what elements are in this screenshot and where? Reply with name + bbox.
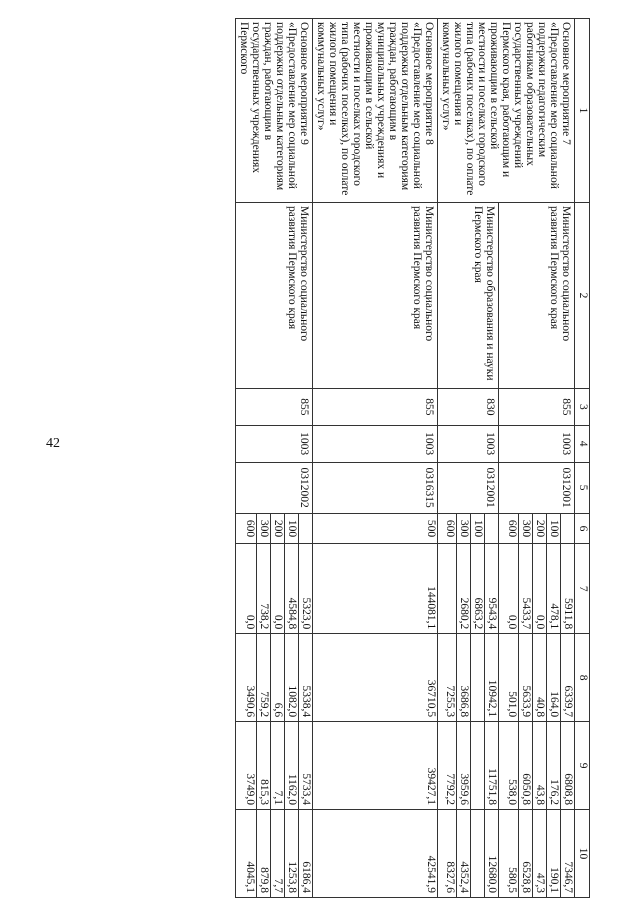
vr-code-cell — [313, 513, 438, 544]
value-col-9-cell — [313, 722, 438, 810]
value-col-7: 478,1 — [547, 544, 561, 633]
value-col-10: 879,8 — [257, 810, 271, 897]
value-col-10: 4045,1 — [243, 810, 257, 897]
value-col-10: 6528,8 — [519, 810, 533, 897]
value-col-8: 164,0 — [547, 634, 561, 721]
vr-code-cell — [498, 513, 574, 544]
header-cell: 1 — [575, 19, 590, 203]
value-col-10-cell — [498, 810, 574, 898]
value-col-9: 7,1 — [271, 722, 285, 809]
value-col-7: 9543,4 — [485, 597, 498, 630]
rz-code: 1003 — [236, 425, 313, 462]
value-col-9: 6050,8 — [519, 722, 533, 809]
value-col-7: 738,2 — [257, 544, 271, 633]
value-col-7-cell — [498, 544, 574, 634]
value-col-9: 3749,0 — [243, 722, 257, 809]
value-col-9: 538,0 — [505, 722, 519, 809]
header-cell: 7 — [575, 544, 590, 634]
header-cell: 10 — [575, 810, 590, 898]
table-row — [313, 19, 438, 898]
value-col-10: 190,1 — [547, 810, 561, 897]
value-col-10: 8327,6 — [443, 810, 457, 897]
vr-code: 300 — [257, 514, 271, 544]
value-col-9: 43,8 — [533, 722, 547, 809]
value-col-7 — [443, 544, 457, 633]
csr-code: 0312001 — [438, 462, 499, 513]
header-cell: 2 — [575, 202, 590, 388]
vr-code: 100 — [547, 514, 561, 544]
header-cell: 3 — [575, 388, 590, 425]
value-col-10: 6186,4 — [300, 861, 312, 893]
value-col-10-cell — [236, 810, 313, 898]
vr-code: 500 — [425, 519, 437, 538]
value-col-7-cell — [236, 544, 313, 634]
grbs-code: 855 — [236, 388, 313, 425]
value-col-7: 0,0 — [505, 544, 519, 633]
vr-code: 300 — [457, 514, 471, 544]
value-col-8: 759,2 — [257, 634, 271, 721]
value-col-7: 4584,8 — [285, 544, 299, 633]
value-col-8: 7255,3 — [443, 634, 457, 721]
value-col-7-cell — [313, 544, 438, 634]
value-col-9: 7792,2 — [443, 722, 457, 809]
vr-code: 600 — [505, 514, 519, 544]
ministry-name: Министерство образования и науки Пермского края — [438, 202, 499, 388]
csr-code: 0312002 — [236, 462, 313, 513]
value-col-10: 12680,0 — [485, 855, 498, 893]
value-col-8: 40,8 — [533, 634, 547, 721]
value-col-9: 176,2 — [547, 722, 561, 809]
ministry-name: Министерство социального развития Пермского края — [236, 202, 313, 388]
vr-code: 100 — [471, 514, 485, 544]
value-col-8: 3490,6 — [243, 634, 257, 721]
value-col-8: 3686,8 — [457, 634, 471, 721]
rotated-page — [70, 18, 590, 898]
value-col-7: 144081,1 — [425, 586, 437, 630]
value-col-8-cell — [438, 634, 499, 722]
vr-code-cell — [438, 513, 499, 544]
value-col-7: 6863,2 — [471, 544, 485, 633]
value-col-8: 1082,0 — [285, 634, 299, 721]
value-col-8-cell — [236, 634, 313, 722]
value-col-9: 3959,6 — [457, 722, 471, 809]
budget-table — [235, 18, 590, 898]
grbs-code: 830 — [438, 388, 499, 425]
value-col-10: 7346,7 — [562, 861, 574, 893]
vr-code: 200 — [533, 514, 547, 544]
vr-code-cell — [236, 513, 313, 544]
value-col-7: 0,0 — [243, 544, 257, 633]
value-col-10: 47,3 — [533, 810, 547, 897]
value-col-8-cell — [498, 634, 574, 722]
value-col-10: 7,7 — [271, 810, 285, 897]
value-col-8: 6339,7 — [562, 685, 574, 718]
event-name: Основное мероприятие 9 «Предоставление мер социальной поддержки отдельным категориям граждан, работающим в государственных учреждениях Пермского — [236, 19, 313, 203]
value-col-8: 5633,9 — [519, 634, 533, 721]
header-cell: 4 — [575, 425, 590, 462]
event-name: Основное мероприятие 7 «Предоставление мер социальной поддержки педагогическим работникам образовательных государственных учреждений Пермского края, работающим и проживающим в сельской местности и поселках городского типа (рабочих поселках), по оплате жилого помещения и коммунальных услуг» — [438, 19, 575, 203]
vr-code — [299, 514, 312, 544]
vr-code: 600 — [243, 514, 257, 544]
value-col-9-cell — [438, 722, 499, 810]
vr-code — [561, 514, 574, 544]
vr-code: 200 — [271, 514, 285, 544]
grbs-code: 855 — [498, 388, 574, 425]
header-cell: 6 — [575, 513, 590, 544]
value-col-8 — [471, 634, 485, 721]
csr-code: 0312001 — [498, 462, 574, 513]
value-col-8: 6,6 — [271, 634, 285, 721]
value-col-7: 5323,0 — [300, 597, 312, 630]
header-row — [575, 19, 590, 898]
csr-code: 0316315 — [313, 462, 438, 513]
vr-code: 100 — [285, 514, 299, 544]
value-col-10: 580,5 — [505, 810, 519, 897]
value-col-10: 42541,9 — [425, 855, 437, 893]
value-col-9 — [471, 722, 485, 809]
value-col-9-cell — [236, 722, 313, 810]
rz-code: 1003 — [438, 425, 499, 462]
value-col-8: 10942,1 — [485, 679, 498, 718]
value-col-8: 5338,4 — [300, 685, 312, 718]
table-row — [236, 19, 313, 898]
vr-code — [485, 514, 498, 544]
vr-code: 600 — [443, 514, 457, 544]
value-col-10-cell — [438, 810, 499, 898]
value-col-7: 2680,2 — [457, 544, 471, 633]
grbs-code: 855 — [313, 388, 438, 425]
value-col-7: 0,0 — [533, 544, 547, 633]
ministry-name: Министерство социального развития Пермского края — [313, 202, 438, 388]
header-cell: 5 — [575, 462, 590, 513]
rz-code: 1003 — [313, 425, 438, 462]
table-row — [498, 19, 574, 898]
page-number: 42 — [46, 436, 60, 451]
value-col-9: 1162,0 — [285, 722, 299, 809]
ministry-name: Министерство социального развития Пермского края — [498, 202, 574, 388]
value-col-7: 5911,8 — [562, 598, 574, 630]
value-col-10 — [471, 810, 485, 897]
value-col-8: 501,0 — [505, 634, 519, 721]
event-name: Основное мероприятие 8 «Предоставление мер социальной поддержки отдельным категориям граждан, работающим в муниципальных учреждениях и проживающим в сельской местности и поселках городского типа (рабочих поселках), по оплате жилого помещения и коммунальных услуг» — [313, 19, 438, 203]
vr-code: 300 — [519, 514, 533, 544]
value-col-10: 1253,8 — [285, 810, 299, 897]
rz-code: 1003 — [498, 425, 574, 462]
header-cell: 9 — [575, 722, 590, 810]
value-col-7: 0,0 — [271, 544, 285, 633]
value-col-10: 4352,4 — [457, 810, 471, 897]
value-col-7: 5433,7 — [519, 544, 533, 633]
value-col-9-cell — [498, 722, 574, 810]
value-col-8-cell — [313, 634, 438, 722]
value-col-7-cell — [438, 544, 499, 634]
value-col-9: 5733,4 — [300, 773, 312, 806]
value-col-9: 39427,1 — [425, 767, 437, 806]
value-col-9: 11751,8 — [485, 768, 498, 806]
value-col-9: 815,3 — [257, 722, 271, 809]
value-col-10-cell — [313, 810, 438, 898]
value-col-9: 6808,8 — [562, 773, 574, 806]
header-cell: 8 — [575, 634, 590, 722]
value-col-8: 36710,5 — [425, 679, 437, 718]
